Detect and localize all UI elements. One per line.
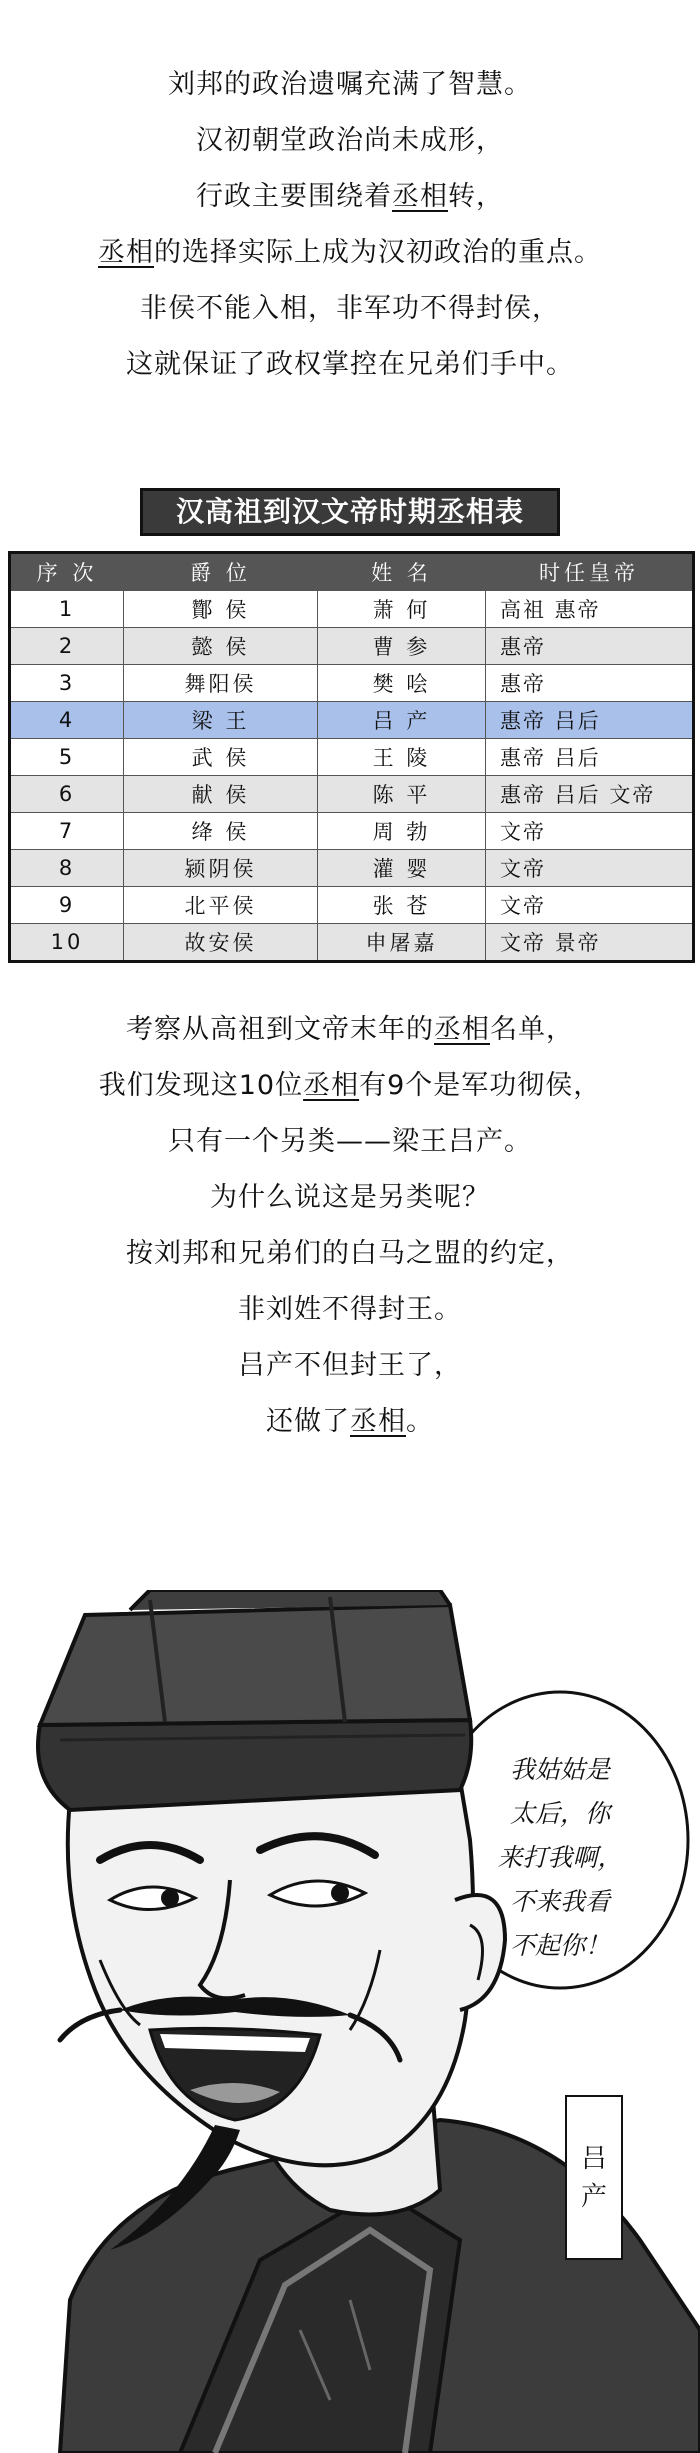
cell-title: 献 侯 <box>124 776 318 813</box>
analysis-line: 考察从高祖到文帝末年的丞相名单， <box>126 1014 574 1045</box>
table-row <box>10 924 694 962</box>
analysis-line: 为什么说这是另类呢？ <box>210 1182 490 1213</box>
cell-order: 3 <box>10 665 124 702</box>
speech-line: 来打我啊， <box>497 1843 623 1872</box>
underlined-term: 丞相 <box>392 181 448 212</box>
speech-line: 不起你！ <box>509 1931 610 1960</box>
cell-title: 颍阴侯 <box>124 850 318 887</box>
table-row <box>10 665 694 702</box>
cell-title: 舞阳侯 <box>124 665 318 702</box>
intro-line: 非侯不能入相，非军功不得封侯， <box>140 293 560 324</box>
table-header-row <box>10 553 694 591</box>
character-name-tag <box>565 2095 623 2260</box>
cell-title: 绛 侯 <box>124 813 318 850</box>
cell-title: 故安侯 <box>124 924 318 962</box>
cell-emperor: 文帝 景帝 <box>486 924 694 962</box>
intro-line: 刘邦的政治遗嘱充满了智慧。 <box>168 69 532 100</box>
cell-name: 陈 平 <box>318 776 486 813</box>
cell-title: 北平侯 <box>124 887 318 924</box>
cell-title: 酇 侯 <box>124 591 318 628</box>
analysis-paragraph <box>0 1002 700 1450</box>
cell-order: 2 <box>10 628 124 665</box>
cell-emperor: 惠帝 吕后 <box>486 702 694 739</box>
table-row <box>10 591 694 628</box>
intro-line: 行政主要围绕着丞相转， <box>196 181 504 212</box>
cell-emperor: 高祖 惠帝 <box>486 591 694 628</box>
table-row-highlighted <box>10 702 694 739</box>
cell-order: 6 <box>10 776 124 813</box>
intro-line: 汉初朝堂政治尚未成形， <box>196 125 504 156</box>
cell-order: 8 <box>10 850 124 887</box>
cell-order: 10 <box>10 924 124 962</box>
speech-line: 我姑姑是 <box>509 1755 610 1784</box>
cell-name: 张 苍 <box>318 887 486 924</box>
underlined-term: 丞相 <box>303 1070 360 1101</box>
table-row <box>10 739 694 776</box>
intro-paragraph <box>0 57 700 393</box>
cell-name: 吕 产 <box>318 702 486 739</box>
cell-emperor: 文帝 <box>486 887 694 924</box>
cell-emperor: 文帝 <box>486 850 694 887</box>
cell-name: 周 勃 <box>318 813 486 850</box>
hat <box>38 1590 471 1810</box>
table-row <box>10 628 694 665</box>
underlined-term: 丞相 <box>434 1014 490 1045</box>
cell-emperor: 惠帝 吕后 <box>486 739 694 776</box>
name-tag-char: 吕 <box>580 2143 607 2174</box>
analysis-line: 只有一个另类——梁王吕产。 <box>168 1126 532 1157</box>
underlined-term: 丞相 <box>350 1406 406 1437</box>
cell-order: 5 <box>10 739 124 776</box>
speech-line: 太后，你 <box>509 1799 610 1828</box>
table-row <box>10 850 694 887</box>
table-row <box>10 813 694 850</box>
cell-name: 曹 参 <box>318 628 486 665</box>
header-order: 序 次 <box>10 553 124 591</box>
cell-emperor: 文帝 <box>486 813 694 850</box>
analysis-line: 吕产不但封王了， <box>238 1350 462 1381</box>
analysis-line: 还做了丞相。 <box>266 1406 434 1437</box>
analysis-line: 按刘邦和兄弟们的白马之盟的约定， <box>126 1238 574 1269</box>
speech-line: 不来我看 <box>509 1887 610 1916</box>
analysis-line: 非刘姓不得封王。 <box>238 1294 462 1325</box>
table-row <box>10 776 694 813</box>
cell-emperor: 惠帝 <box>486 628 694 665</box>
header-title: 爵 位 <box>124 553 318 591</box>
cell-title: 武 侯 <box>124 739 318 776</box>
cell-emperor: 惠帝 <box>486 665 694 702</box>
name-tag-char: 产 <box>580 2181 607 2212</box>
header-emperor: 时任皇帝 <box>486 553 694 591</box>
intro-line: 丞相的选择实际上成为汉初政治的重点。 <box>98 237 602 268</box>
intro-line: 这就保证了政权掌控在兄弟们手中。 <box>126 349 574 380</box>
analysis-line: 我们发现这10位丞相有9个是军功彻侯， <box>98 1070 602 1101</box>
table-title: 汉高祖到汉文帝时期丞相表 <box>140 488 560 536</box>
cell-order: 9 <box>10 887 124 924</box>
speech-text <box>470 1748 650 1968</box>
cell-name: 灌 婴 <box>318 850 486 887</box>
chancellor-table <box>8 551 695 963</box>
cell-title: 梁 王 <box>124 702 318 739</box>
cell-order: 1 <box>10 591 124 628</box>
header-name: 姓 名 <box>318 553 486 591</box>
cell-name: 樊 哙 <box>318 665 486 702</box>
cell-emperor: 惠帝 吕后 文帝 <box>486 776 694 813</box>
comic-illustration <box>0 1590 700 2453</box>
cell-title: 懿 侯 <box>124 628 318 665</box>
cell-order: 4 <box>10 702 124 739</box>
cell-name: 萧 何 <box>318 591 486 628</box>
table-row <box>10 887 694 924</box>
underlined-term: 丞相 <box>98 237 154 268</box>
cell-name: 王 陵 <box>318 739 486 776</box>
cell-order: 7 <box>10 813 124 850</box>
cell-name: 申屠嘉 <box>318 924 486 962</box>
